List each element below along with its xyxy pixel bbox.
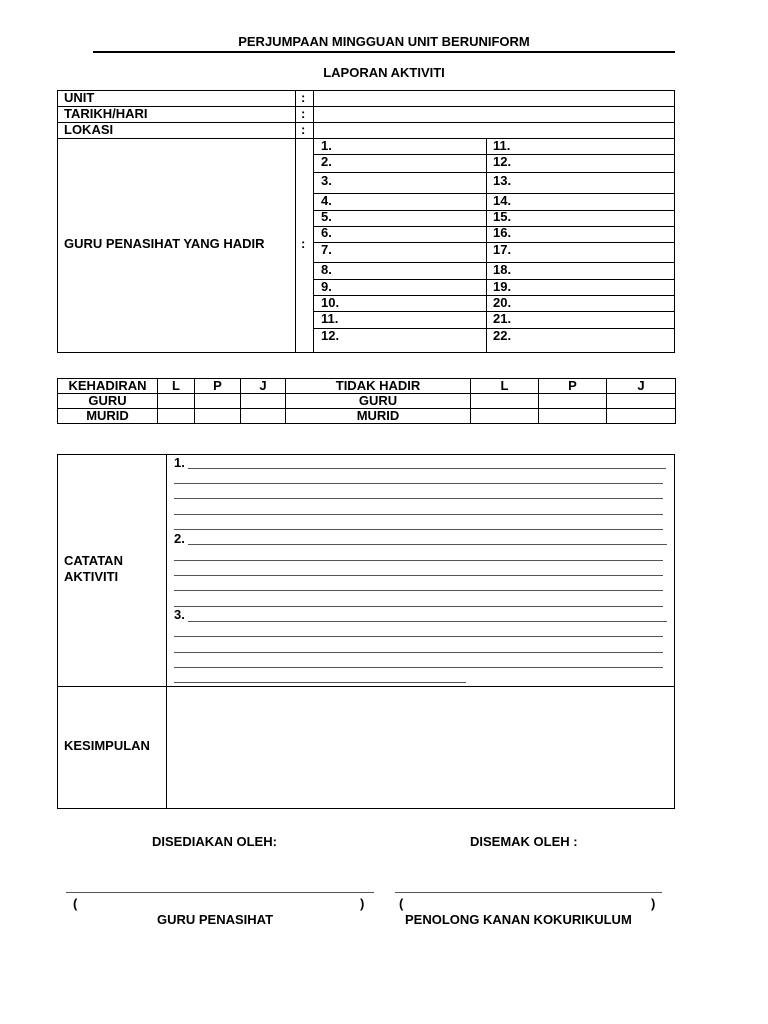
- right-open-paren: (: [399, 896, 404, 911]
- attendance-input-cell[interactable]: [158, 394, 195, 409]
- note-line[interactable]: [174, 483, 663, 484]
- note-line[interactable]: [174, 682, 466, 683]
- absent-row-label: MURID: [286, 409, 471, 424]
- note-item-number: 2.: [174, 531, 185, 546]
- teacher-slot-right: 22.: [493, 328, 512, 343]
- absent-header: TIDAK HADIR: [286, 379, 471, 394]
- attendance-input-cell[interactable]: [471, 394, 539, 409]
- table-row: [58, 394, 676, 409]
- teacher-slot-left: 1.: [321, 138, 332, 153]
- note-item-number: 3.: [174, 607, 185, 622]
- note-line[interactable]: [174, 590, 663, 591]
- absent-l-header: L: [471, 379, 539, 394]
- teacher-slot-left: 4.: [321, 193, 332, 208]
- prepared-by-label: DISEDIAKAN OLEH:: [152, 834, 277, 849]
- note-line[interactable]: [174, 636, 663, 637]
- teachers-label: GURU PENASIHAT YANG HADIR: [64, 236, 265, 251]
- note-line[interactable]: [174, 514, 663, 515]
- date-label: TARIKH/HARI: [64, 106, 148, 121]
- note-line[interactable]: [174, 606, 663, 607]
- teacher-slot-left: 2.: [321, 154, 332, 169]
- checked-by-label: DISEMAK OLEH :: [470, 834, 578, 849]
- notes-label-line-2: AKTIVITI: [64, 569, 119, 584]
- date-colon: :: [301, 106, 306, 121]
- note-line[interactable]: [188, 544, 667, 545]
- location-colon: :: [301, 122, 306, 137]
- teacher-slot-left: 6.: [321, 225, 332, 240]
- note-line[interactable]: [188, 621, 667, 622]
- conclusion-label: KESIMPULAN: [64, 738, 150, 753]
- attendance-input-cell[interactable]: [241, 409, 286, 424]
- teacher-slot-right: 13.: [493, 173, 512, 188]
- left-open-paren: (: [73, 896, 78, 911]
- attendance-table: [57, 378, 676, 424]
- attendance-input-cell[interactable]: [607, 394, 676, 409]
- teacher-slot-left: 9.: [321, 279, 332, 294]
- attendance-input-cell[interactable]: [158, 409, 195, 424]
- teacher-slot-left: 5.: [321, 209, 332, 224]
- report-subtitle: LAPORAN AKTIVITI: [323, 65, 445, 80]
- attendance-input-cell[interactable]: [195, 409, 241, 424]
- teacher-slot-right: 18.: [493, 262, 512, 277]
- teacher-slot-right: 17.: [493, 242, 512, 257]
- teacher-slot-right: 15.: [493, 209, 512, 224]
- note-line[interactable]: [174, 529, 663, 530]
- teacher-slot-right: 11.: [493, 138, 511, 153]
- present-l-header: L: [158, 379, 195, 394]
- activity-table: [57, 454, 675, 809]
- title-divider: [93, 51, 675, 53]
- right-signature-line[interactable]: [395, 892, 662, 893]
- absent-j-header: J: [607, 379, 676, 394]
- teacher-slot-right: 21.: [493, 311, 512, 326]
- left-signatory-role: GURU PENASIHAT: [157, 912, 274, 927]
- unit-colon: :: [301, 90, 306, 105]
- notes-label-line-1: CATATAN: [64, 553, 123, 568]
- teacher-slot-left: 7.: [321, 242, 332, 257]
- left-close-paren: ): [360, 896, 365, 911]
- left-signature-line[interactable]: [66, 892, 374, 893]
- absent-p-header: P: [539, 379, 607, 394]
- teacher-slot-left: 11.: [321, 311, 339, 326]
- attendance-input-cell[interactable]: [539, 409, 607, 424]
- absent-row-label: GURU: [286, 394, 471, 409]
- page-title: PERJUMPAAN MINGGUAN UNIT BERUNIFORM: [238, 34, 530, 49]
- note-line[interactable]: [174, 652, 663, 653]
- info-table: [57, 90, 675, 353]
- teacher-slot-right: 20.: [493, 295, 512, 310]
- attendance-input-cell[interactable]: [539, 394, 607, 409]
- teacher-slot-left: 12.: [321, 328, 340, 343]
- note-line[interactable]: [188, 468, 666, 469]
- note-line[interactable]: [174, 667, 663, 668]
- note-line[interactable]: [174, 560, 663, 561]
- teacher-slot-right: 19.: [493, 279, 512, 294]
- attendance-input-cell[interactable]: [241, 394, 286, 409]
- present-row-label: GURU: [58, 394, 158, 409]
- present-header: KEHADIRAN: [58, 379, 158, 394]
- teacher-slot-right: 14.: [493, 193, 512, 208]
- note-line[interactable]: [174, 575, 663, 576]
- present-row-label: MURID: [58, 409, 158, 424]
- teacher-slot-left: 10.: [321, 295, 340, 310]
- present-p-header: P: [195, 379, 241, 394]
- teacher-slot-right: 16.: [493, 225, 512, 240]
- note-item-number: 1.: [174, 455, 185, 470]
- right-signatory-role: PENOLONG KANAN KOKURIKULUM: [405, 912, 632, 927]
- right-close-paren: ): [651, 896, 656, 911]
- teacher-slot-right: 12.: [493, 154, 512, 169]
- present-j-header: J: [241, 379, 286, 394]
- unit-label: UNIT: [64, 90, 95, 105]
- note-line[interactable]: [174, 498, 663, 499]
- teachers-colon: :: [301, 236, 306, 251]
- table-row: [58, 409, 676, 424]
- attendance-input-cell[interactable]: [471, 409, 539, 424]
- attendance-input-cell[interactable]: [195, 394, 241, 409]
- attendance-input-cell[interactable]: [607, 409, 676, 424]
- location-label: LOKASI: [64, 122, 114, 137]
- teacher-slot-left: 3.: [321, 173, 332, 188]
- teacher-slot-left: 8.: [321, 262, 332, 277]
